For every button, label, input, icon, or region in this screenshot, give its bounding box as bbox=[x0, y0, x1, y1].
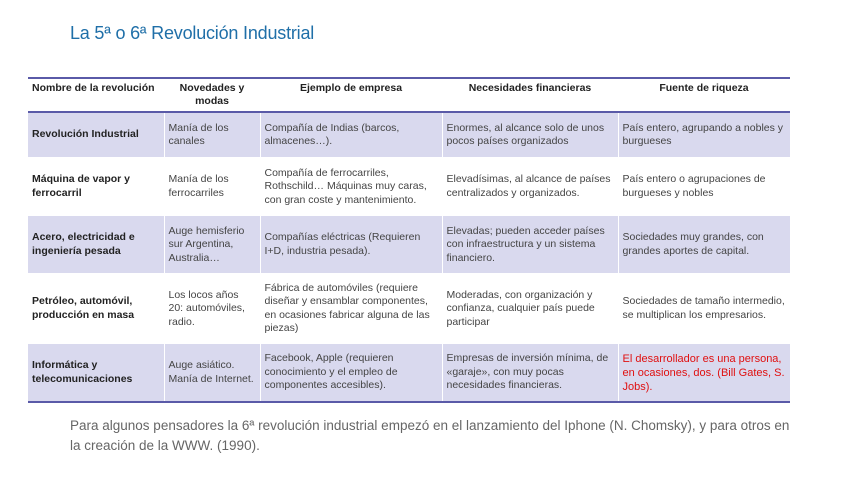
cell-novedades: Auge asiático. Manía de Internet. bbox=[164, 344, 260, 402]
cell-nombre: Máquina de vapor y ferrocarril bbox=[32, 173, 131, 199]
cell-novedades: Manía de los canales bbox=[164, 112, 260, 158]
cell-necesidades: Elevadísimas, al alcance de países centralizados y organizados. bbox=[442, 158, 618, 216]
cell-novedades: Los locos años 20: automóviles, radio. bbox=[164, 274, 260, 344]
table-header-row bbox=[28, 78, 790, 112]
cell-novedades: Manía de los ferrocarriles bbox=[164, 158, 260, 216]
cell-nombre: Informática y telecomunicaciones bbox=[32, 359, 133, 385]
cell-nombre: Acero, electricidad e ingeniería pesada bbox=[32, 231, 135, 257]
cell-riqueza-highlight: El desarrollador es una persona, en ocasiones, dos. (Bill Gates, S. Jobs). bbox=[618, 344, 790, 402]
table-row bbox=[28, 112, 790, 158]
table-row bbox=[28, 158, 790, 216]
cell-necesidades: Empresas de inversión mínima, de «garaje», con muy pocas necesidades financieras. bbox=[442, 344, 618, 402]
table-row bbox=[28, 216, 790, 274]
table-row bbox=[28, 274, 790, 344]
cell-empresa: Compañía de ferrocarriles, Rothschild… Máquinas muy caras, con gran coste y mantenimiento. bbox=[260, 158, 442, 216]
cell-nombre: Revolución Industrial bbox=[32, 128, 139, 141]
revolutions-table bbox=[28, 77, 790, 403]
cell-riqueza: Sociedades de tamaño intermedio, se multiplican los empresarios. bbox=[618, 274, 790, 344]
cell-empresa: Facebook, Apple (requieren conocimiento y el empleo de componentes accesibles). bbox=[260, 344, 442, 402]
table-row bbox=[28, 344, 790, 402]
column-header-necesidades: Necesidades financieras bbox=[468, 82, 592, 94]
column-header-novedades: Novedades y modas bbox=[179, 82, 245, 108]
cell-nombre: Petróleo, automóvil, producción en masa bbox=[32, 295, 135, 321]
cell-riqueza: País entero o agrupaciones de burgueses y nobles bbox=[618, 158, 790, 216]
cell-novedades: Auge hemisferio sur Argentina, Australia… bbox=[164, 216, 260, 274]
column-header-riqueza: Fuente de riqueza bbox=[659, 82, 749, 94]
cell-empresa: Compañías eléctricas (Requieren I+D, industria pesada). bbox=[260, 216, 442, 274]
cell-necesidades: Enormes, al alcance solo de unos pocos países organizados bbox=[442, 112, 618, 158]
column-header-empresa: Ejemplo de empresa bbox=[299, 82, 403, 94]
footnote-text: Para algunos pensadores la 6ª revolución industrial empezó en el lanzamiento del Iphone (N. Chomsky), y para otros en la creación de la WWW. (1990). bbox=[70, 418, 790, 453]
column-header-nombre: Nombre de la revolución bbox=[32, 82, 155, 94]
page-title: La 5ª o 6ª Revolución Industrial bbox=[70, 23, 315, 43]
cell-empresa: Fábrica de automóviles (requiere diseñar y ensamblar componentes, en ocasiones fabricar alguna de las piezas) bbox=[260, 274, 442, 344]
cell-necesidades: Elevadas; pueden acceder países con infraestructura y un sistema financiero. bbox=[442, 216, 618, 274]
cell-empresa: Compañía de Indias (barcos, almacenes…). bbox=[260, 112, 442, 158]
cell-riqueza: Sociedades muy grandes, con grandes aportes de capital. bbox=[618, 216, 790, 274]
cell-riqueza: País entero, agrupando a nobles y burgueses bbox=[618, 112, 790, 158]
cell-necesidades: Moderadas, con organización y confianza, cualquier país puede participar bbox=[442, 274, 618, 344]
